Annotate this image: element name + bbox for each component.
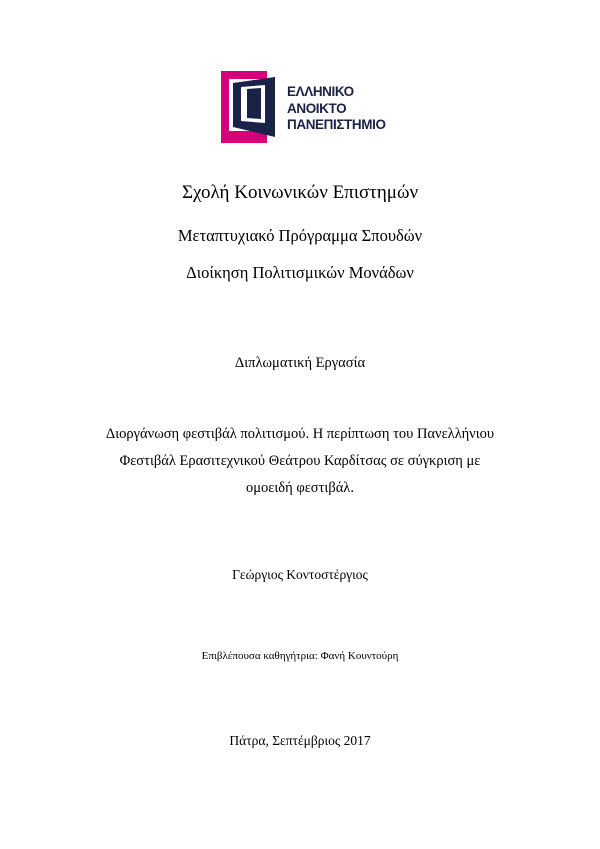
place-date: Πάτρα, Σεπτέμβριος 2017: [229, 733, 371, 748]
supervisor: Επιβλέπουσα καθηγήτρια: Φανή Κουντούρη: [201, 650, 399, 662]
department-name: Διοίκηση Πολιτισμικών Μονάδων: [186, 263, 414, 282]
logo-emblem-icon: [221, 71, 283, 143]
author-name: Γεώργιος Κοντοστέργιος: [232, 567, 368, 582]
thesis-title-line-2: Φεστιβάλ Ερασιτεχνικού Θεάτρου Καρδίτσας σε σύγκριση με: [119, 453, 481, 469]
thesis-title: [0, 421, 600, 502]
logo-line-1: ΕΛΛΗΝΙΚΟ: [287, 84, 354, 99]
program-name: Μεταπτυχιακό Πρόγραμμα Σπουδών: [177, 226, 423, 245]
logo-line-3: ΠΑΝΕΠΙΣΤΗΜΙΟ: [287, 117, 386, 132]
logo-line-2: ΑΝΟΙΚΤΟ: [287, 100, 347, 116]
thesis-title-line-3: ομοειδή φεστιβάλ.: [246, 480, 354, 496]
university-logo: [221, 71, 421, 143]
thesis-title-line-1: Διοργάνωση φεστιβάλ πολιτισμού. Η περίπτωση του Πανελλήνιου: [105, 426, 495, 442]
document-type: Διπλωματική Εργασία: [234, 355, 366, 371]
school-name: Σχολή Κοινωνικών Επιστημών: [181, 182, 419, 203]
logo-wordmark: [287, 84, 386, 134]
